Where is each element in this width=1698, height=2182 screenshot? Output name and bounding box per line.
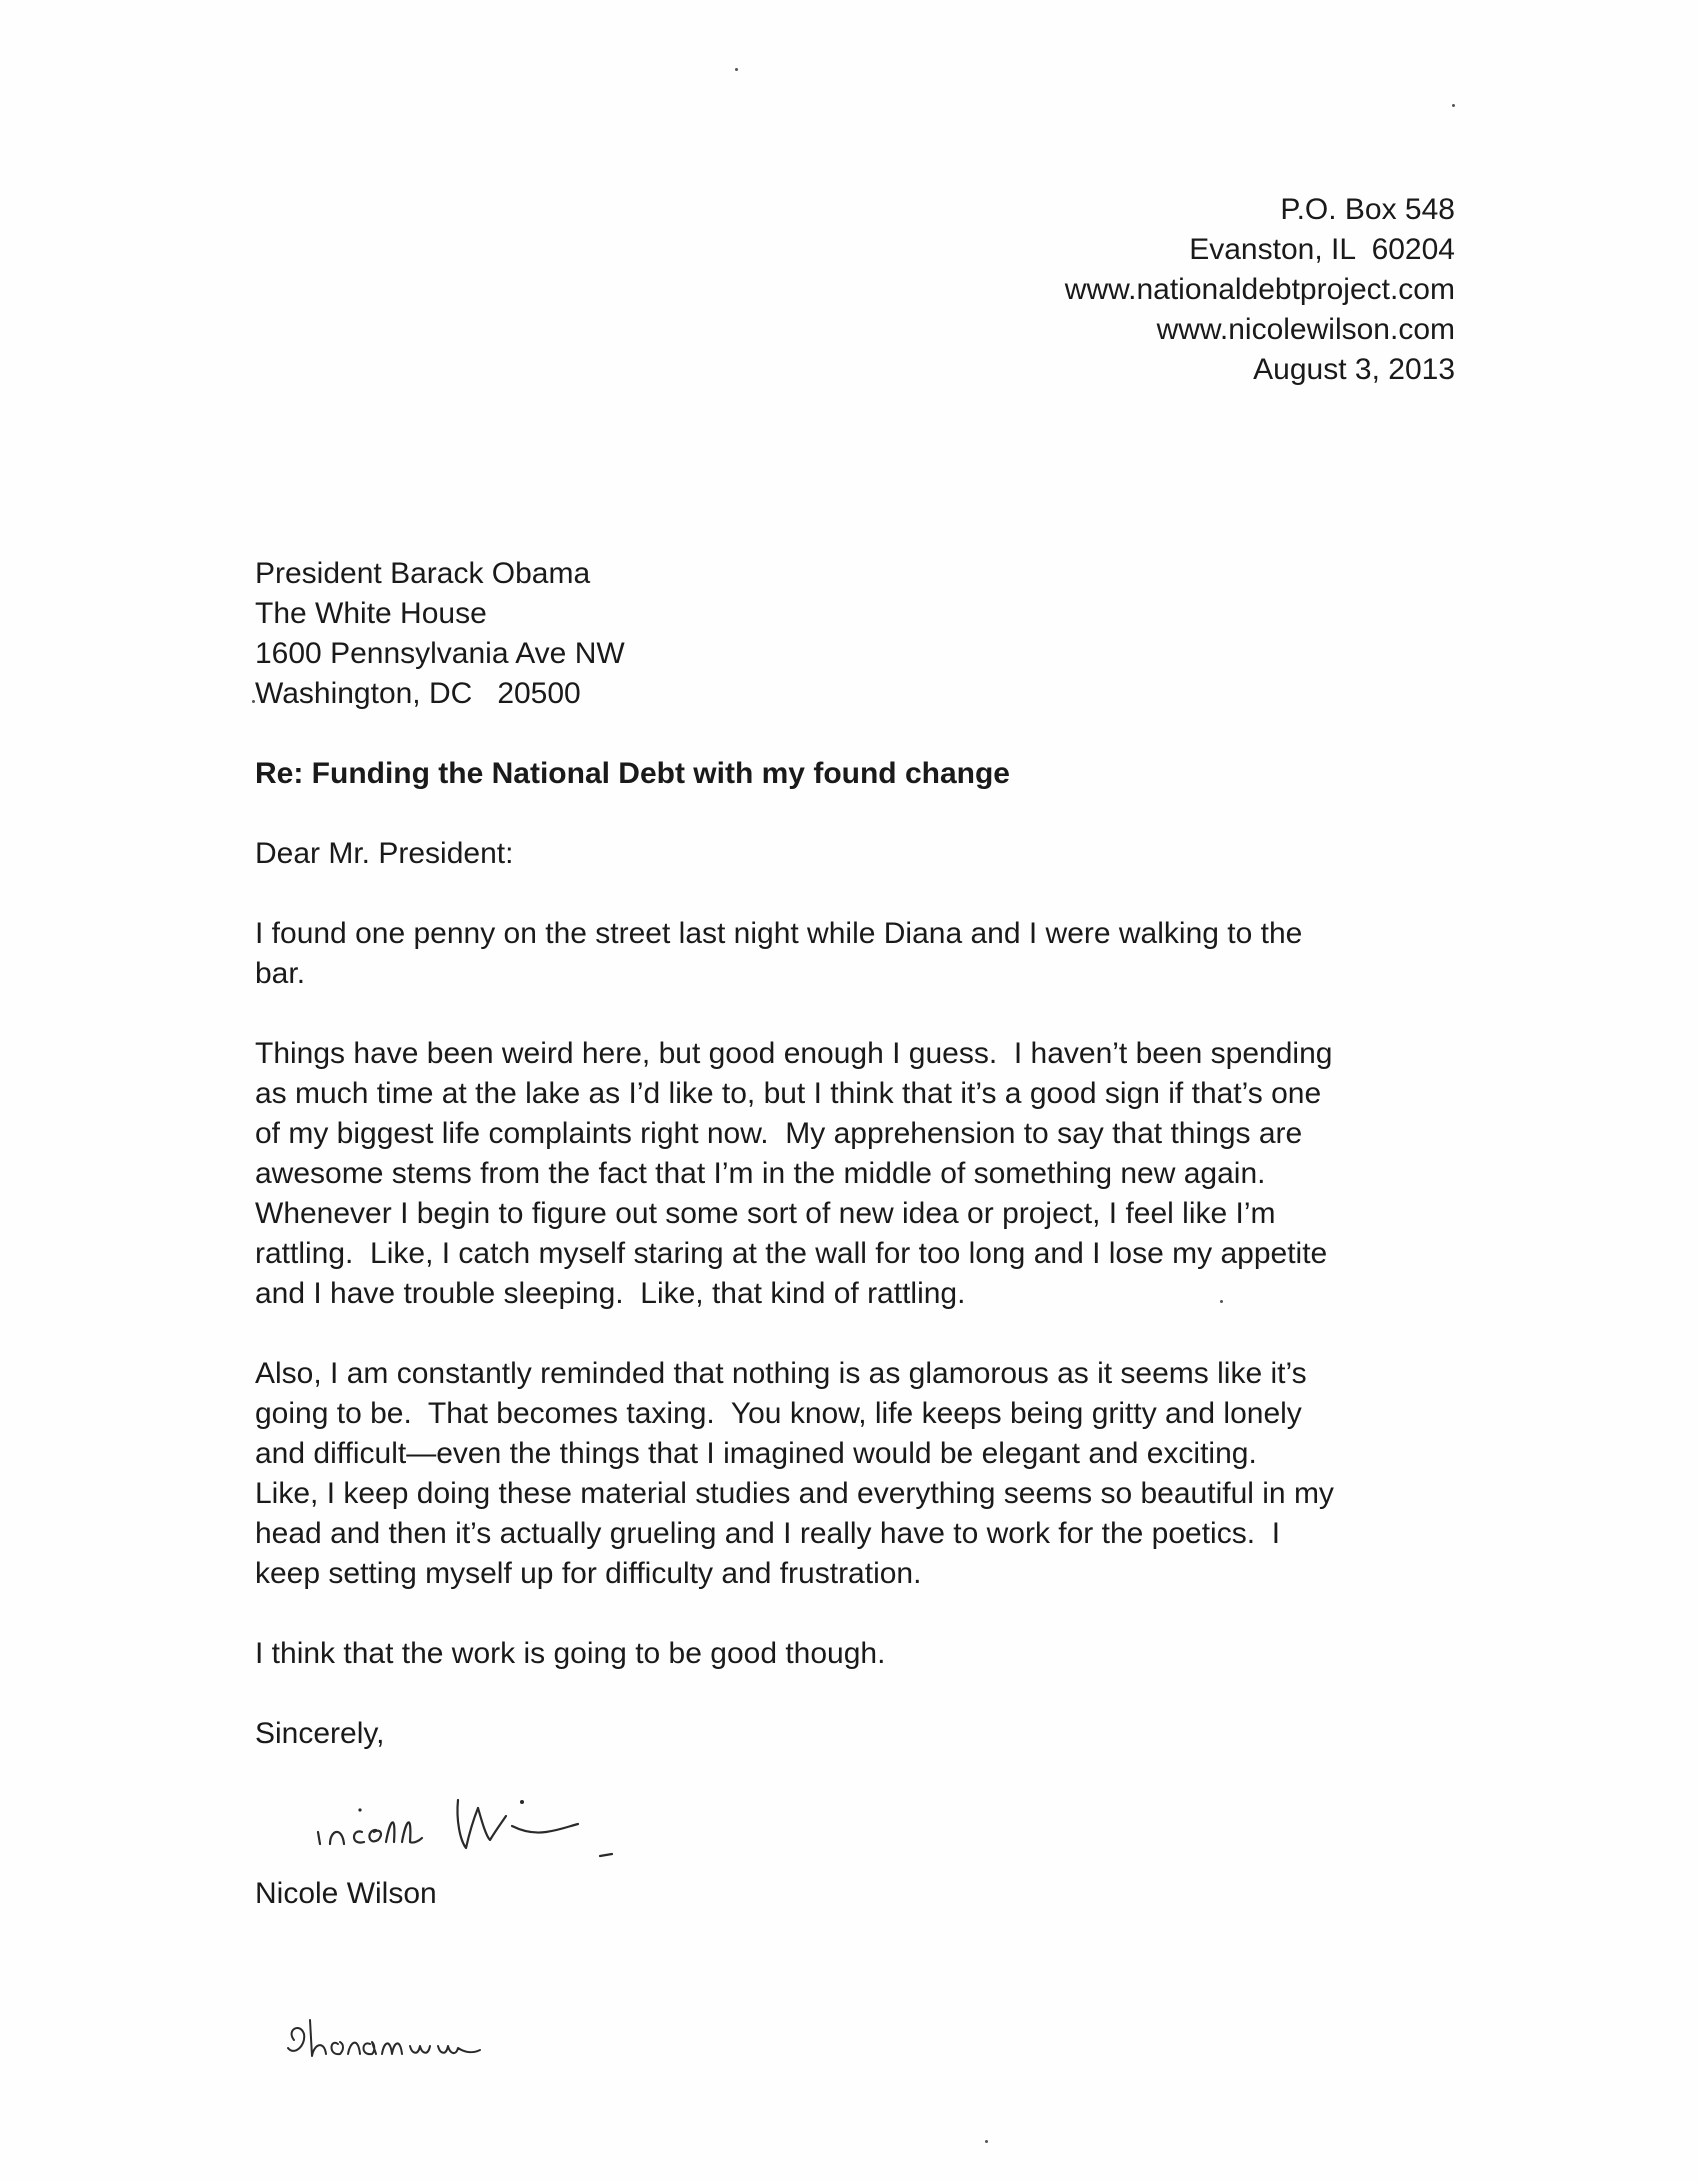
- scan-speck: [1452, 104, 1455, 107]
- body-line: awesome stems from the fact that I’m in the middle of something new again.: [255, 1157, 1266, 1190]
- subject-line: Re: Funding the National Debt with my found change: [255, 757, 1010, 790]
- body-line: keep setting myself up for difficulty and frustration.: [255, 1557, 922, 1590]
- signer-name: Nicole Wilson: [255, 1877, 437, 1910]
- sender-website-personal: www.nicolewilson.com: [1156, 313, 1455, 346]
- body-line: Like, I keep doing these material studies and everything seems so beautiful in my: [255, 1477, 1334, 1510]
- letter-date: August 3, 2013: [1253, 353, 1455, 386]
- body-paragraph-3: [255, 1354, 1465, 1594]
- scan-speck: [735, 68, 738, 71]
- closing: Sincerely,: [255, 1717, 385, 1750]
- body-line: Whenever I begin to figure out some sort of new idea or project, I feel like I’m: [255, 1197, 1276, 1230]
- scan-speck: [985, 2140, 988, 2143]
- scan-speck: [252, 700, 255, 703]
- body-paragraph-2: [255, 1034, 1465, 1314]
- body-line: going to be. That becomes taxing. You know, life keeps being gritty and lonely: [255, 1397, 1302, 1430]
- sender-city-state-zip: Evanston, IL 60204: [1189, 233, 1455, 266]
- recipient-organization: The White House: [255, 597, 487, 630]
- sender-po-box: P.O. Box 548: [1280, 193, 1455, 226]
- body-line: I found one penny on the street last night while Diana and I were walking to the: [255, 917, 1303, 950]
- body-line: Things have been weird here, but good enough I guess. I haven’t been spending: [255, 1037, 1333, 1070]
- body-line: and difficult—even the things that I imagined would be elegant and exciting.: [255, 1437, 1257, 1470]
- sender-website-national-debt: www.nationaldebtproject.com: [1064, 273, 1455, 306]
- body-paragraph-4: [255, 1634, 1465, 1674]
- body-line: head and then it’s actually grueling and I really have to work for the poetics. I: [255, 1517, 1281, 1550]
- body-line: Also, I am constantly reminded that nothing is as glamorous as it seems like it’s: [255, 1357, 1307, 1390]
- recipient-street: 1600 Pennsylvania Ave NW: [255, 637, 625, 670]
- salutation: Dear Mr. President:: [255, 837, 514, 870]
- body-paragraph-1: [255, 914, 1465, 994]
- body-line: and I have trouble sleeping. Like, that kind of rattling.: [255, 1277, 966, 1310]
- recipient-address-block: [255, 554, 625, 714]
- body-line: rattling. Like, I catch myself staring at the wall for too long and I lose my appetite: [255, 1237, 1328, 1270]
- recipient-name: President Barack Obama: [255, 557, 591, 590]
- handwritten-signature: [310, 1760, 760, 1880]
- body-line: as much time at the lake as I’d like to, but I think that it’s a good sign if that’s one: [255, 1077, 1322, 1110]
- body-line: I think that the work is going to be good though.: [255, 1637, 886, 1670]
- body-line: of my biggest life complaints right now. My apprehension to say that things are: [255, 1117, 1303, 1150]
- scan-speck: [1220, 1300, 1223, 1303]
- sender-address-block: [1065, 190, 1455, 390]
- handwritten-note: [280, 2000, 540, 2080]
- recipient-city-state-zip: Washington, DC 20500: [255, 677, 581, 710]
- body-line: bar.: [255, 957, 306, 990]
